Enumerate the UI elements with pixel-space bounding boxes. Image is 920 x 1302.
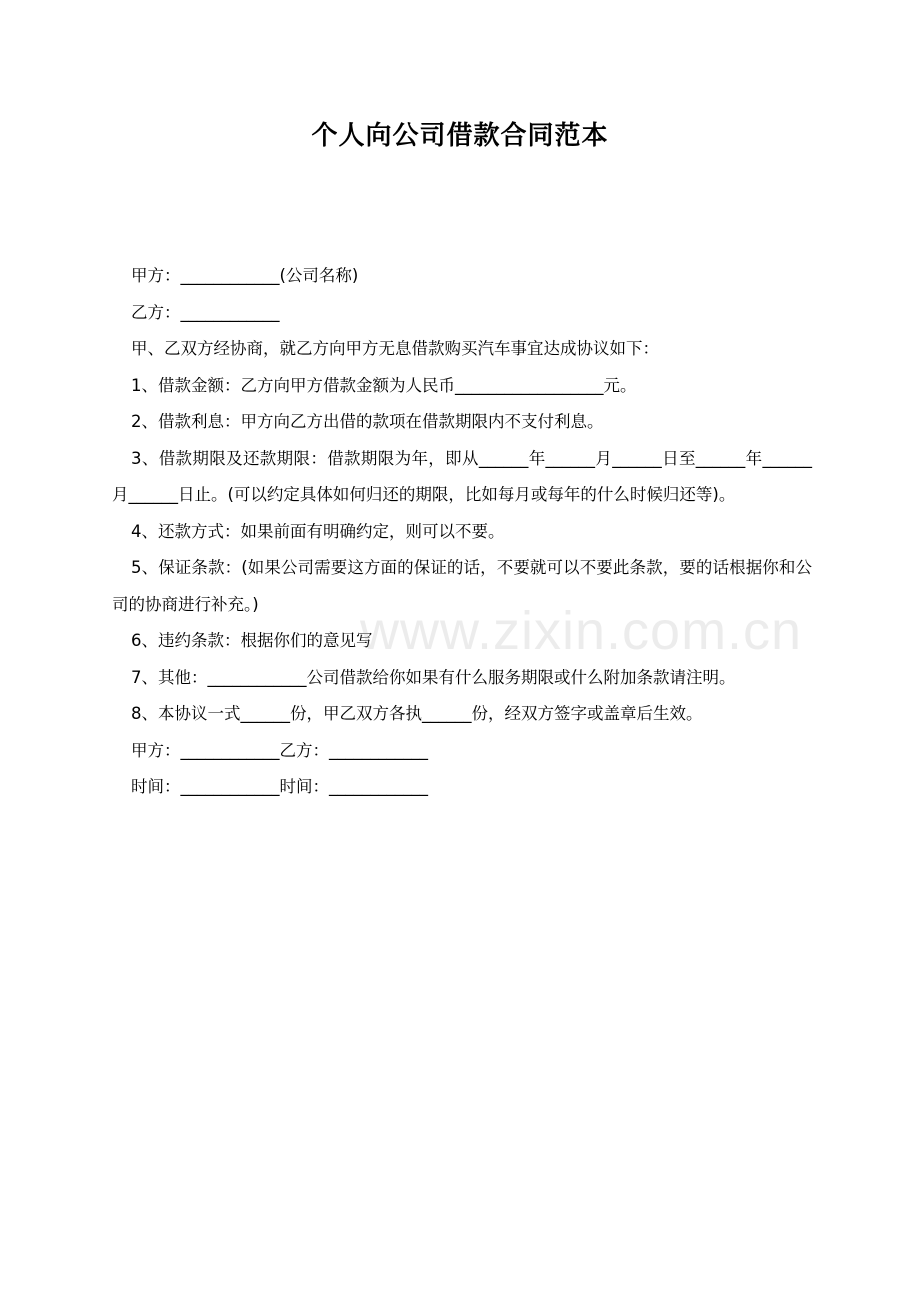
agreement-intro: 甲、乙双方经协商，就乙方向甲方无息借款购买汽车事宜达成协议如下： (131, 339, 659, 358)
clause-1-amount: 1、借款金额：乙方向甲方借款金额为人民币__________________元。 (131, 375, 637, 395)
clause-8-copies: 8、本协议一式______份，甲乙双方各执______份，经双方签字或盖章后生效。 (131, 704, 703, 723)
document-title: 个人向公司借款合同范本 (311, 121, 609, 151)
clause-3-term: 3、借款期限及还款期限：借款期限为年，即从______年______月______日至______年______月______日止。(可以约定具体如何归还的期限，比如每月或每年的什么时候归还等)。 (112, 448, 812, 504)
clause-4-repayment: 4、还款方式：如果前面有明确约定，则可以不要。 (131, 521, 505, 541)
date-line: 时间：____________时间：____________ (131, 777, 428, 796)
party-a-line: 甲方：____________(公司名称) (131, 266, 359, 285)
party-b-line: 乙方：____________ (131, 302, 280, 322)
clause-6-breach: 6、违约条款：根据你们的意见写 (131, 631, 373, 650)
watermark: www.zixin.com.cn (360, 601, 803, 661)
clause-5-guarantee: 5、保证条款：(如果公司需要这方面的保证的话，不要就可以不要此条款，要的话根据你和公司的协商进行补充。) (112, 558, 812, 614)
signature-line: 甲方：____________乙方：____________ (131, 740, 428, 760)
clause-2-interest: 2、借款利息：甲方向乙方出借的款项在借款期限内不支付利息。 (131, 412, 604, 431)
clause-7-other: 7、其他：____________公司借款给你如果有什么服务期限或什么附加条款请注明。 (131, 667, 736, 687)
document-body (112, 258, 812, 806)
